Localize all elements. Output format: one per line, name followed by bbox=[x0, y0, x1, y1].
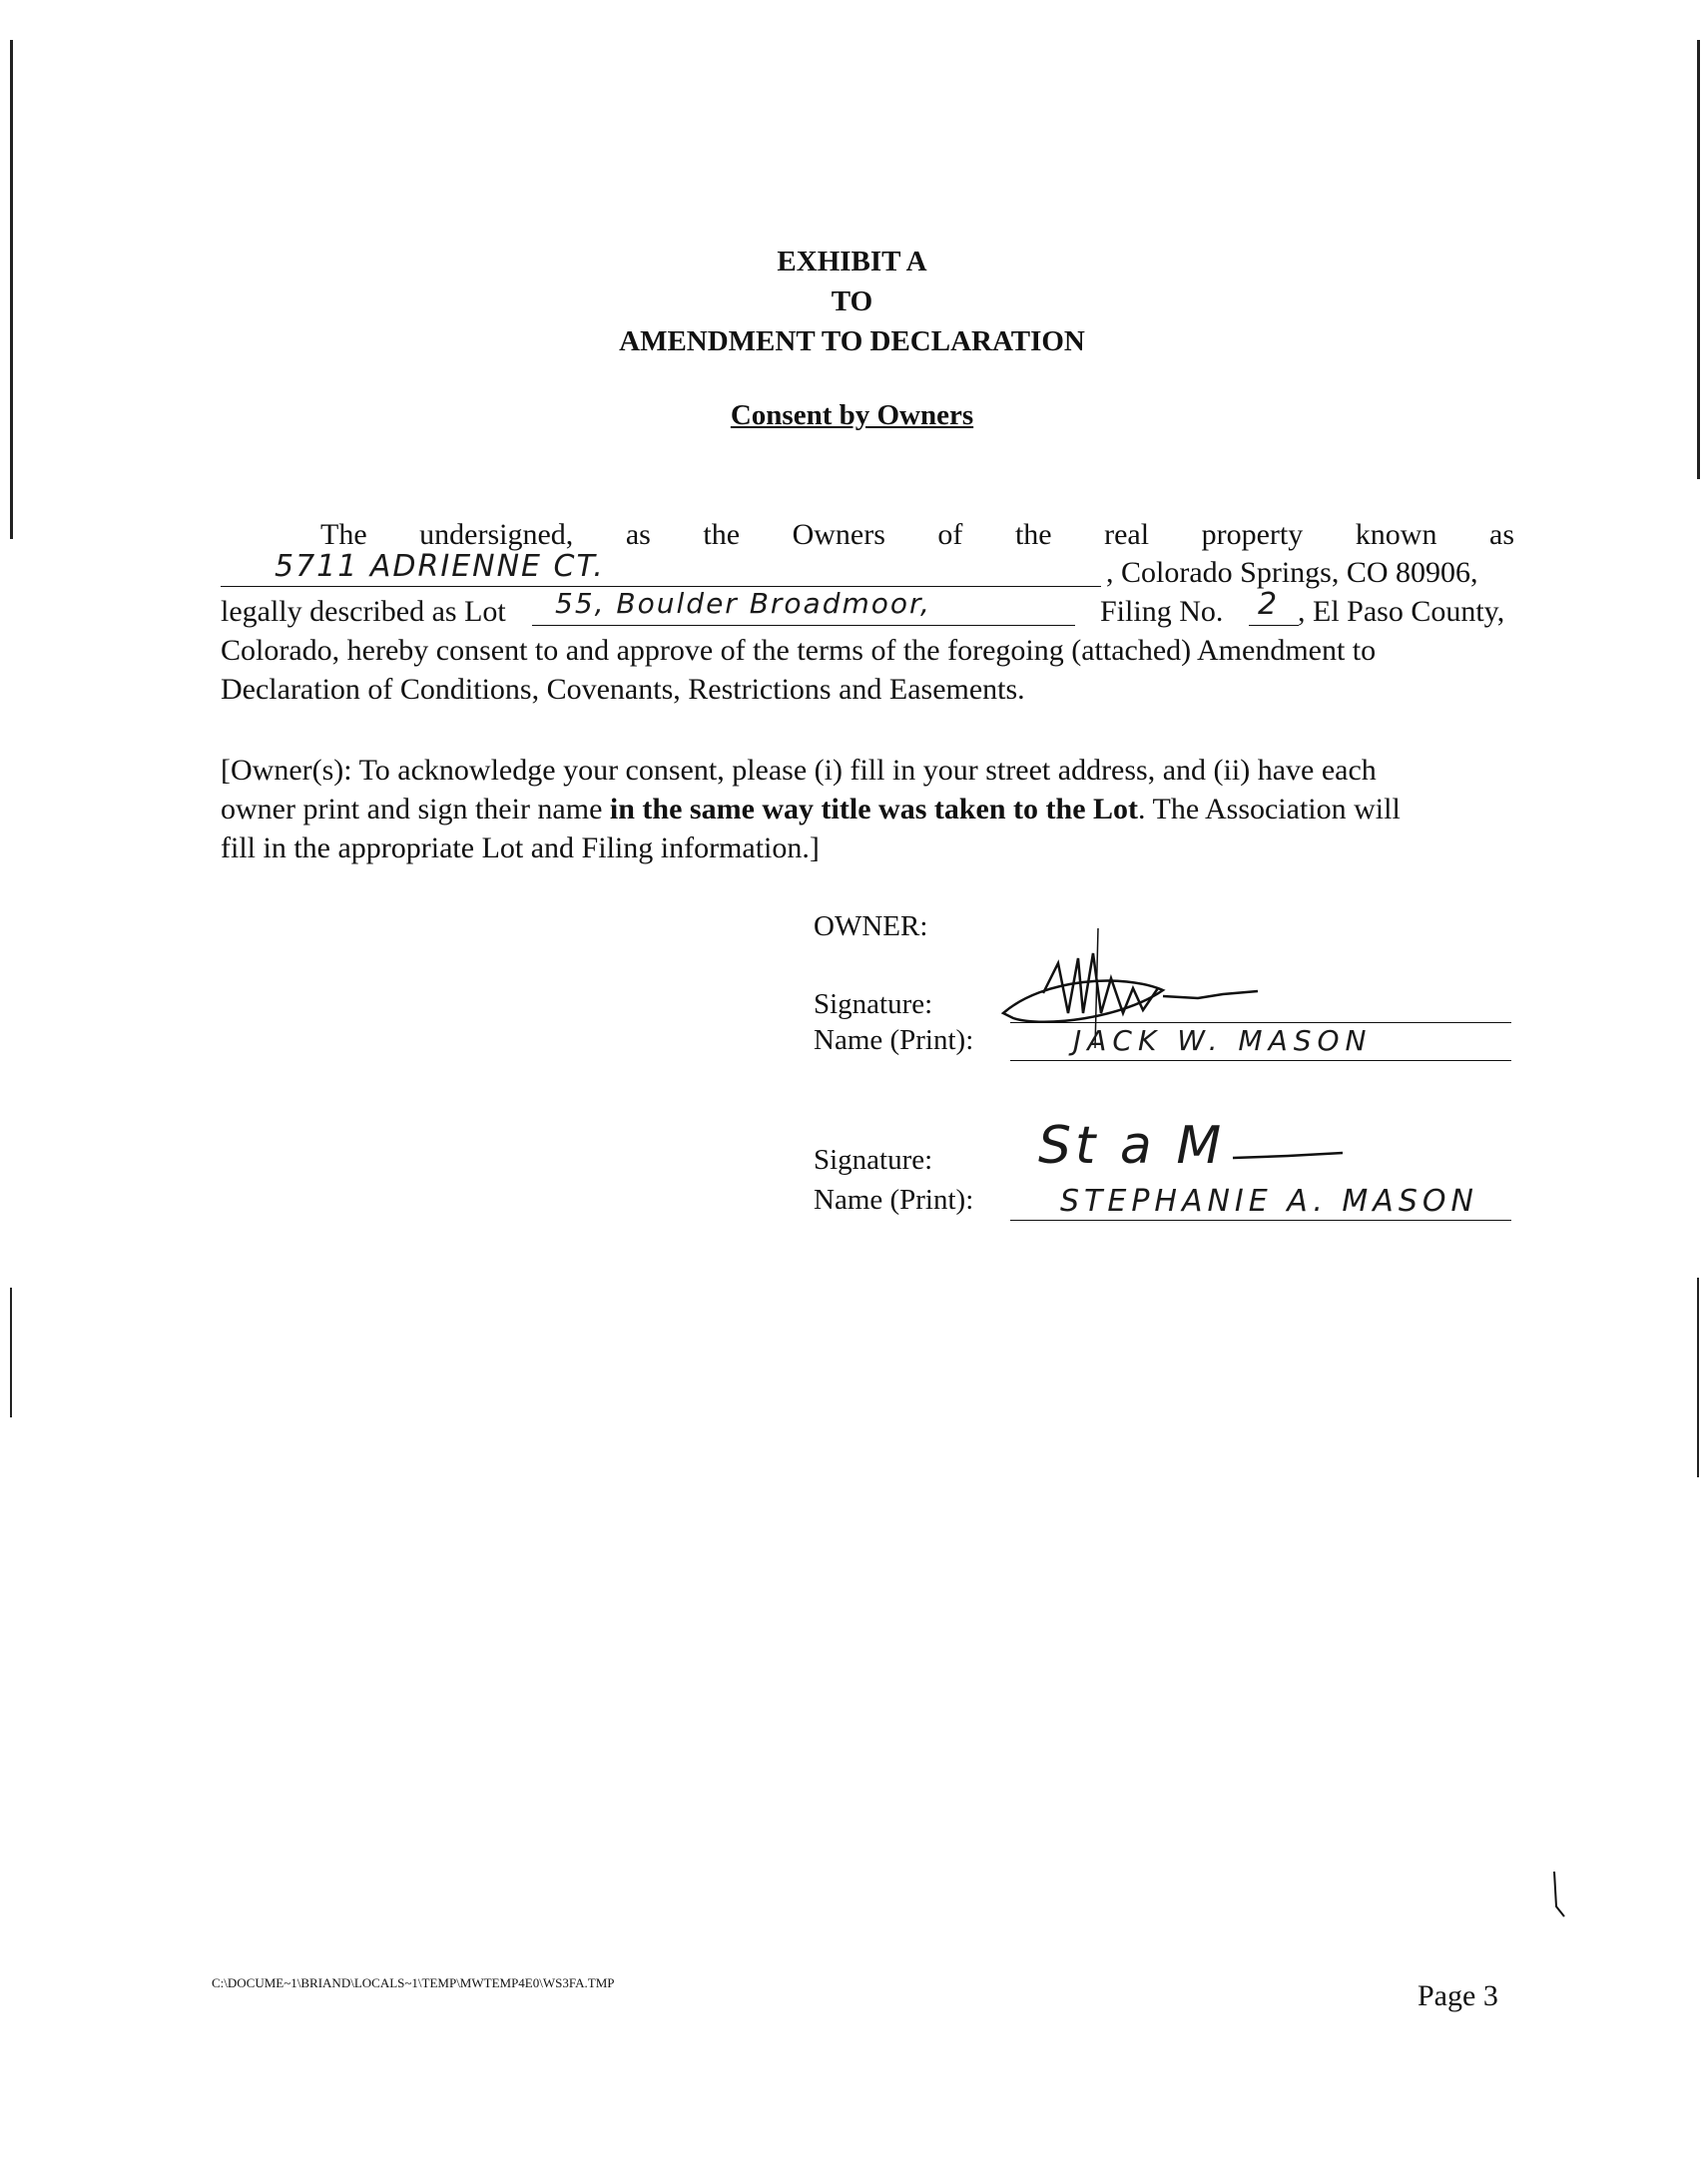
lot-prefix: legally described as Lot bbox=[221, 595, 506, 628]
word: The bbox=[320, 518, 367, 551]
word: property bbox=[1201, 518, 1304, 551]
exhibit-title-line1: EXHIBIT A bbox=[777, 246, 927, 277]
word: the bbox=[1014, 518, 1052, 551]
address-handwritten: 5711 ADRIENNE CT. bbox=[275, 549, 605, 584]
address-suffix: , Colorado Springs, CO 80906, bbox=[1106, 556, 1478, 589]
paragraph1-line5: Declaration of Conditions, Covenants, Restrictions and Easements. bbox=[221, 673, 1025, 706]
instructions-line2-start: owner print and sign their name bbox=[221, 793, 610, 825]
instructions-line2 bbox=[221, 791, 1514, 828]
lot-handwritten: 55, Boulder Broadmoor, bbox=[555, 587, 931, 620]
name-print-label-2: Name (Print): bbox=[814, 1184, 974, 1216]
consent-title: Consent by Owners bbox=[730, 399, 974, 431]
page-number: Page 3 bbox=[1418, 1979, 1498, 2012]
scan-edge-left-lower bbox=[10, 1288, 12, 1417]
name-print-label-1: Name (Print): bbox=[814, 1024, 974, 1056]
margin-check-mark bbox=[1542, 1867, 1572, 1926]
word: Owners bbox=[792, 518, 885, 551]
scan-edge-right-lower bbox=[1697, 1278, 1699, 1477]
filing-prefix: Filing No. bbox=[1100, 595, 1224, 628]
word: the bbox=[703, 518, 741, 551]
owner-label: OWNER: bbox=[814, 910, 928, 942]
name-print-line-2 bbox=[1010, 1220, 1511, 1221]
owner1-name-handwritten: JACK W. MASON bbox=[1073, 1024, 1373, 1057]
owner2-name-handwritten: STEPHANIE A. MASON bbox=[1060, 1184, 1478, 1219]
paragraph1-line4: Colorado, hereby consent to and approve of the terms of the foregoing (attached) Amendment to bbox=[221, 634, 1377, 667]
exhibit-title-line3: AMENDMENT TO DECLARATION bbox=[619, 325, 1085, 357]
county-suffix: , El Paso County, bbox=[1298, 595, 1505, 628]
instructions-line1: [Owner(s): To acknowledge your consent, please (i) fill in your street address, and (ii) have each bbox=[221, 754, 1377, 787]
word: undersigned, bbox=[419, 518, 574, 551]
instructions-line3: fill in the appropriate Lot and Filing information.] bbox=[221, 831, 820, 864]
owner2-signature-handwritten: St a M bbox=[1038, 1116, 1226, 1176]
instructions-line2-end: . The Association will bbox=[1138, 793, 1401, 825]
owner2-signature-tail bbox=[1228, 1138, 1348, 1168]
word: real bbox=[1104, 518, 1150, 551]
signature-label-1: Signature: bbox=[814, 988, 933, 1020]
word: as bbox=[625, 518, 651, 551]
signature-label-2: Signature: bbox=[814, 1144, 933, 1176]
exhibit-title bbox=[0, 242, 1704, 361]
word: known bbox=[1355, 518, 1437, 551]
word: as bbox=[1489, 518, 1514, 551]
filing-handwritten: 2 bbox=[1258, 587, 1280, 622]
instructions-line2-bold: in the same way title was taken to the Lot bbox=[609, 793, 1139, 825]
name-print-line-1 bbox=[1010, 1060, 1511, 1061]
exhibit-title-line2: TO bbox=[831, 285, 873, 317]
file-path-footer: C:\DOCUME~1\BRIAND\LOCALS~1\TEMP\MWTEMP4E0\WS3FA.TMP bbox=[212, 1975, 615, 1990]
word: of bbox=[937, 518, 963, 551]
